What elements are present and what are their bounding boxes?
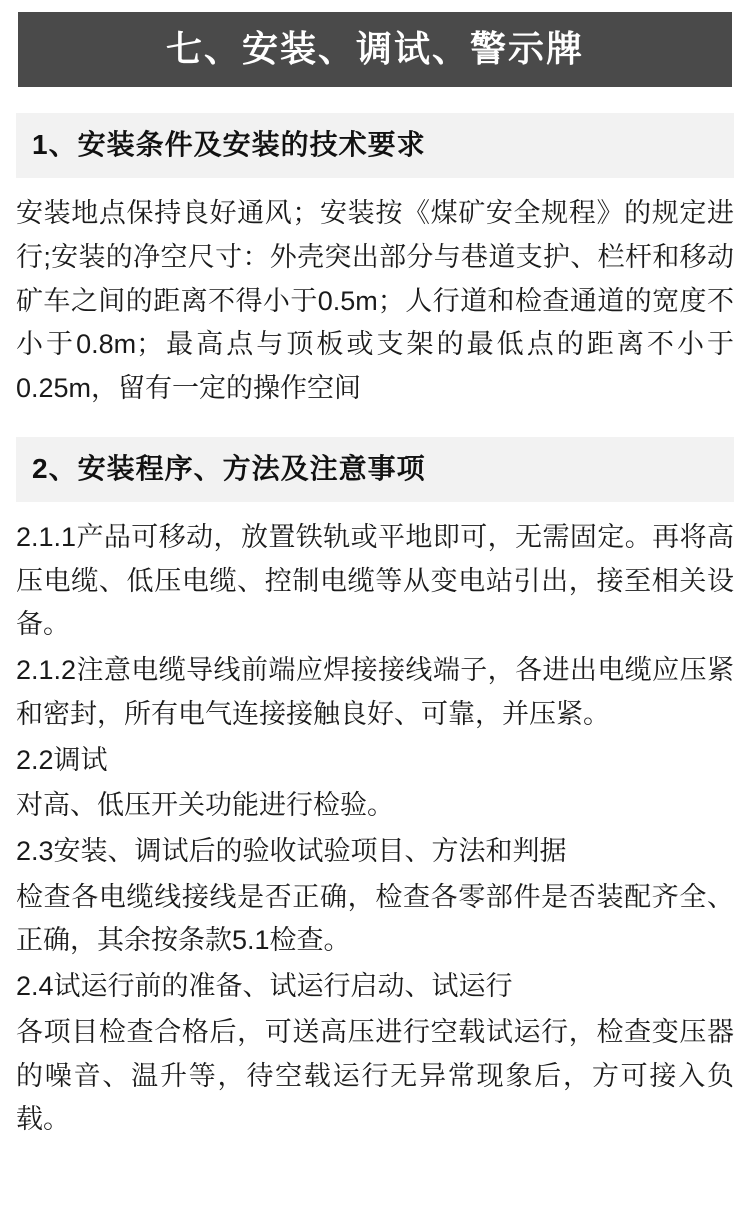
paragraph: 对高、低压开关功能进行检验。 [16, 790, 394, 821]
page-title: 七、安装、调试、警示牌 [18, 12, 732, 87]
paragraph: 检查各电缆线接线是否正确，检查各零部件是否装配齐全、正确，其余按条款5.1检查。 [16, 881, 734, 956]
paragraph: 2.1.1产品可移动，放置铁轨或平地即可，无需固定。再将高压电缆、低压电缆、控制电缆等从变电站引出，接至相关设备。 [16, 521, 734, 640]
paragraph: 2.4试运行前的准备、试运行启动、试运行 [16, 971, 513, 1002]
section-heading-2: 2、安装程序、方法及注意事项 [16, 437, 734, 502]
section-heading-1: 1、安装条件及安装的技术要求 [16, 113, 734, 178]
paragraph: 2.2调试 [16, 744, 108, 775]
paragraph: 各项目检查合格后，可送高压进行空载试运行，检查变压器的噪音、温升等，待空载运行无异常现象后，方可接入负载。 [16, 1016, 734, 1135]
section-body-2 [16, 516, 734, 1142]
document-page [0, 12, 750, 1168]
paragraph: 安装地点保持良好通风；安装按《煤矿安全规程》的规定进行;安装的净空尺寸：外壳突出部分与巷道支护、栏杆和移动矿车之间的距离不得小于0.5m；人行道和检查通道的宽度不小于0.8m；最高点与顶板或支架的最低点的距离不小于0.25m，留有一定的操作空间 [16, 198, 734, 404]
section-body-1 [16, 192, 734, 411]
bottom-spacer [0, 1144, 750, 1168]
paragraph: 2.3安装、调试后的验收试验项目、方法和判据 [16, 836, 567, 866]
paragraph: 2.1.2注意电缆导线前端应焊接接线端子，各进出电缆应压紧和密封，所有电气连接接触良好、可靠，并压紧。 [16, 655, 734, 729]
